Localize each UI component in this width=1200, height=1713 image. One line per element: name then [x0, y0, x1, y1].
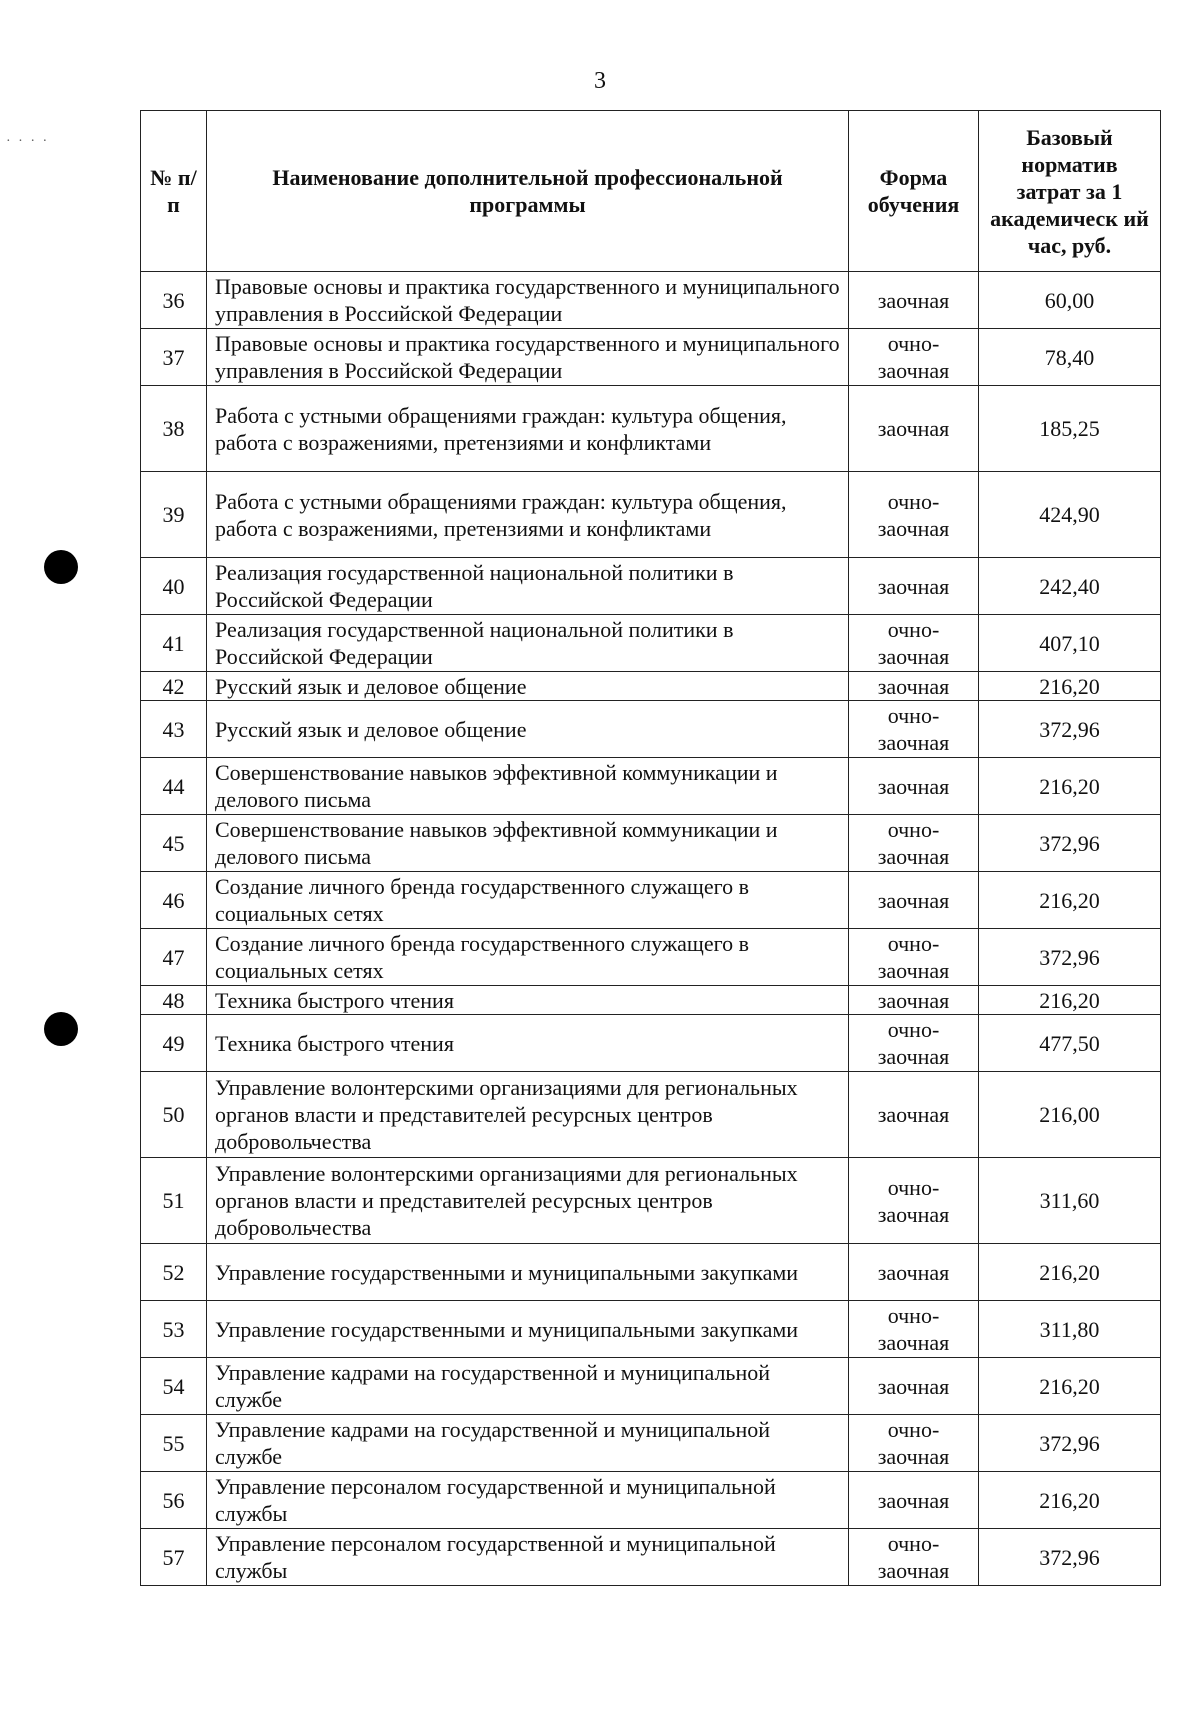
- program-name: Создание личного бренда государственного служащего в социальных сетях: [207, 929, 849, 986]
- base-cost: 242,40: [979, 558, 1161, 615]
- base-cost: 60,00: [979, 272, 1161, 329]
- row-number: 55: [141, 1415, 207, 1472]
- study-form: заочная: [849, 872, 979, 929]
- table-row: [141, 1472, 1161, 1529]
- base-cost: 372,96: [979, 701, 1161, 758]
- table-row: [141, 472, 1161, 558]
- study-form: очно-заочная: [849, 329, 979, 386]
- base-cost: 216,20: [979, 872, 1161, 929]
- table-row: [141, 815, 1161, 872]
- base-cost: 311,80: [979, 1301, 1161, 1358]
- cost-norms-table: [140, 110, 1161, 1586]
- column-header-base-cost: Базовый норматив затрат за 1 академическ ий час, руб.: [979, 111, 1161, 272]
- base-cost: 372,96: [979, 1415, 1161, 1472]
- study-form: очно-заочная: [849, 472, 979, 558]
- base-cost: 216,20: [979, 1472, 1161, 1529]
- program-name: Управление волонтерскими организациями для региональных органов власти и представителей ресурсных центров добровольчества: [207, 1158, 849, 1244]
- row-number: 51: [141, 1158, 207, 1244]
- table-row: [141, 1529, 1161, 1586]
- program-name: Управление кадрами на государственной и муниципальной службе: [207, 1415, 849, 1472]
- base-cost: 78,40: [979, 329, 1161, 386]
- study-form: заочная: [849, 1358, 979, 1415]
- row-number: 41: [141, 615, 207, 672]
- table-body: [141, 272, 1161, 1586]
- row-number: 40: [141, 558, 207, 615]
- table-row: [141, 1072, 1161, 1158]
- study-form: заочная: [849, 758, 979, 815]
- study-form: очно-заочная: [849, 1015, 979, 1072]
- table-row: [141, 386, 1161, 472]
- row-number: 52: [141, 1244, 207, 1301]
- table-row: [141, 558, 1161, 615]
- row-number: 48: [141, 986, 207, 1015]
- study-form: очно-заочная: [849, 615, 979, 672]
- program-name: Управление волонтерскими организациями для региональных органов власти и представителей ресурсных центров добровольчества: [207, 1072, 849, 1158]
- row-number: 56: [141, 1472, 207, 1529]
- program-name: Управление персоналом государственной и муниципальной службы: [207, 1529, 849, 1586]
- base-cost: 216,20: [979, 1358, 1161, 1415]
- table-row: [141, 701, 1161, 758]
- punch-hole-icon: [44, 1012, 78, 1046]
- program-name: Правовые основы и практика государственного и муниципального управления в Российской Федерации: [207, 272, 849, 329]
- row-number: 47: [141, 929, 207, 986]
- program-name: Русский язык и деловое общение: [207, 672, 849, 701]
- row-number: 38: [141, 386, 207, 472]
- row-number: 37: [141, 329, 207, 386]
- base-cost: 372,96: [979, 1529, 1161, 1586]
- page-number: 3: [594, 68, 606, 94]
- base-cost: 477,50: [979, 1015, 1161, 1072]
- program-name: Управление кадрами на государственной и муниципальной службе: [207, 1358, 849, 1415]
- row-number: 49: [141, 1015, 207, 1072]
- table-row: [141, 1244, 1161, 1301]
- study-form: очно-заочная: [849, 815, 979, 872]
- table-row: [141, 929, 1161, 986]
- study-form: заочная: [849, 558, 979, 615]
- table-row: [141, 1415, 1161, 1472]
- row-number: 44: [141, 758, 207, 815]
- scan-artifact: · · · ·: [6, 134, 50, 149]
- row-number: 57: [141, 1529, 207, 1586]
- study-form: заочная: [849, 672, 979, 701]
- program-name: Техника быстрого чтения: [207, 1015, 849, 1072]
- row-number: 50: [141, 1072, 207, 1158]
- table-row: [141, 1158, 1161, 1244]
- base-cost: 185,25: [979, 386, 1161, 472]
- row-number: 43: [141, 701, 207, 758]
- table-row: [141, 872, 1161, 929]
- row-number: 45: [141, 815, 207, 872]
- table-row: [141, 672, 1161, 701]
- base-cost: 407,10: [979, 615, 1161, 672]
- program-name: Работа с устными обращениями граждан: культура общения, работа с возражениями, претензиями и конфликтами: [207, 472, 849, 558]
- column-header-program-name: Наименование дополнительной профессиональной программы: [207, 111, 849, 272]
- base-cost: 372,96: [979, 929, 1161, 986]
- table-header-row: [141, 111, 1161, 272]
- program-name: Техника быстрого чтения: [207, 986, 849, 1015]
- program-name: Создание личного бренда государственного служащего в социальных сетях: [207, 872, 849, 929]
- punch-hole-icon: [44, 550, 78, 584]
- table-row: [141, 1358, 1161, 1415]
- program-name: Управление персоналом государственной и муниципальной службы: [207, 1472, 849, 1529]
- study-form: заочная: [849, 1072, 979, 1158]
- study-form: очно-заочная: [849, 1415, 979, 1472]
- table-row: [141, 1301, 1161, 1358]
- base-cost: 216,00: [979, 1072, 1161, 1158]
- study-form: очно-заочная: [849, 929, 979, 986]
- base-cost: 372,96: [979, 815, 1161, 872]
- table-row: [141, 986, 1161, 1015]
- program-name: Правовые основы и практика государственного и муниципального управления в Российской Федерации: [207, 329, 849, 386]
- base-cost: 424,90: [979, 472, 1161, 558]
- table-row: [141, 615, 1161, 672]
- row-number: 42: [141, 672, 207, 701]
- base-cost: 216,20: [979, 758, 1161, 815]
- table-row: [141, 272, 1161, 329]
- row-number: 39: [141, 472, 207, 558]
- base-cost: 216,20: [979, 1244, 1161, 1301]
- table-row: [141, 1015, 1161, 1072]
- program-name: Совершенствование навыков эффективной коммуникации и делового письма: [207, 758, 849, 815]
- program-name: Реализация государственной национальной политики в Российской Федерации: [207, 615, 849, 672]
- program-name: Русский язык и деловое общение: [207, 701, 849, 758]
- base-cost: 216,20: [979, 672, 1161, 701]
- program-name: Управление государственными и муниципальными закупками: [207, 1301, 849, 1358]
- program-name: Реализация государственной национальной политики в Российской Федерации: [207, 558, 849, 615]
- study-form: заочная: [849, 986, 979, 1015]
- row-number: 54: [141, 1358, 207, 1415]
- program-name: Совершенствование навыков эффективной коммуникации и делового письма: [207, 815, 849, 872]
- row-number: 46: [141, 872, 207, 929]
- row-number: 53: [141, 1301, 207, 1358]
- study-form: заочная: [849, 1472, 979, 1529]
- base-cost: 311,60: [979, 1158, 1161, 1244]
- study-form: заочная: [849, 272, 979, 329]
- study-form: заочная: [849, 1244, 979, 1301]
- program-name: Управление государственными и муниципальными закупками: [207, 1244, 849, 1301]
- study-form: заочная: [849, 386, 979, 472]
- base-cost: 216,20: [979, 986, 1161, 1015]
- row-number: 36: [141, 272, 207, 329]
- study-form: очно-заочная: [849, 1529, 979, 1586]
- table-row: [141, 329, 1161, 386]
- table-row: [141, 758, 1161, 815]
- program-name: Работа с устными обращениями граждан: культура общения, работа с возражениями, претензиями и конфликтами: [207, 386, 849, 472]
- study-form: очно-заочная: [849, 701, 979, 758]
- column-header-study-form: Форма обучения: [849, 111, 979, 272]
- study-form: очно-заочная: [849, 1158, 979, 1244]
- column-header-number: № п/п: [141, 111, 207, 272]
- study-form: очно-заочная: [849, 1301, 979, 1358]
